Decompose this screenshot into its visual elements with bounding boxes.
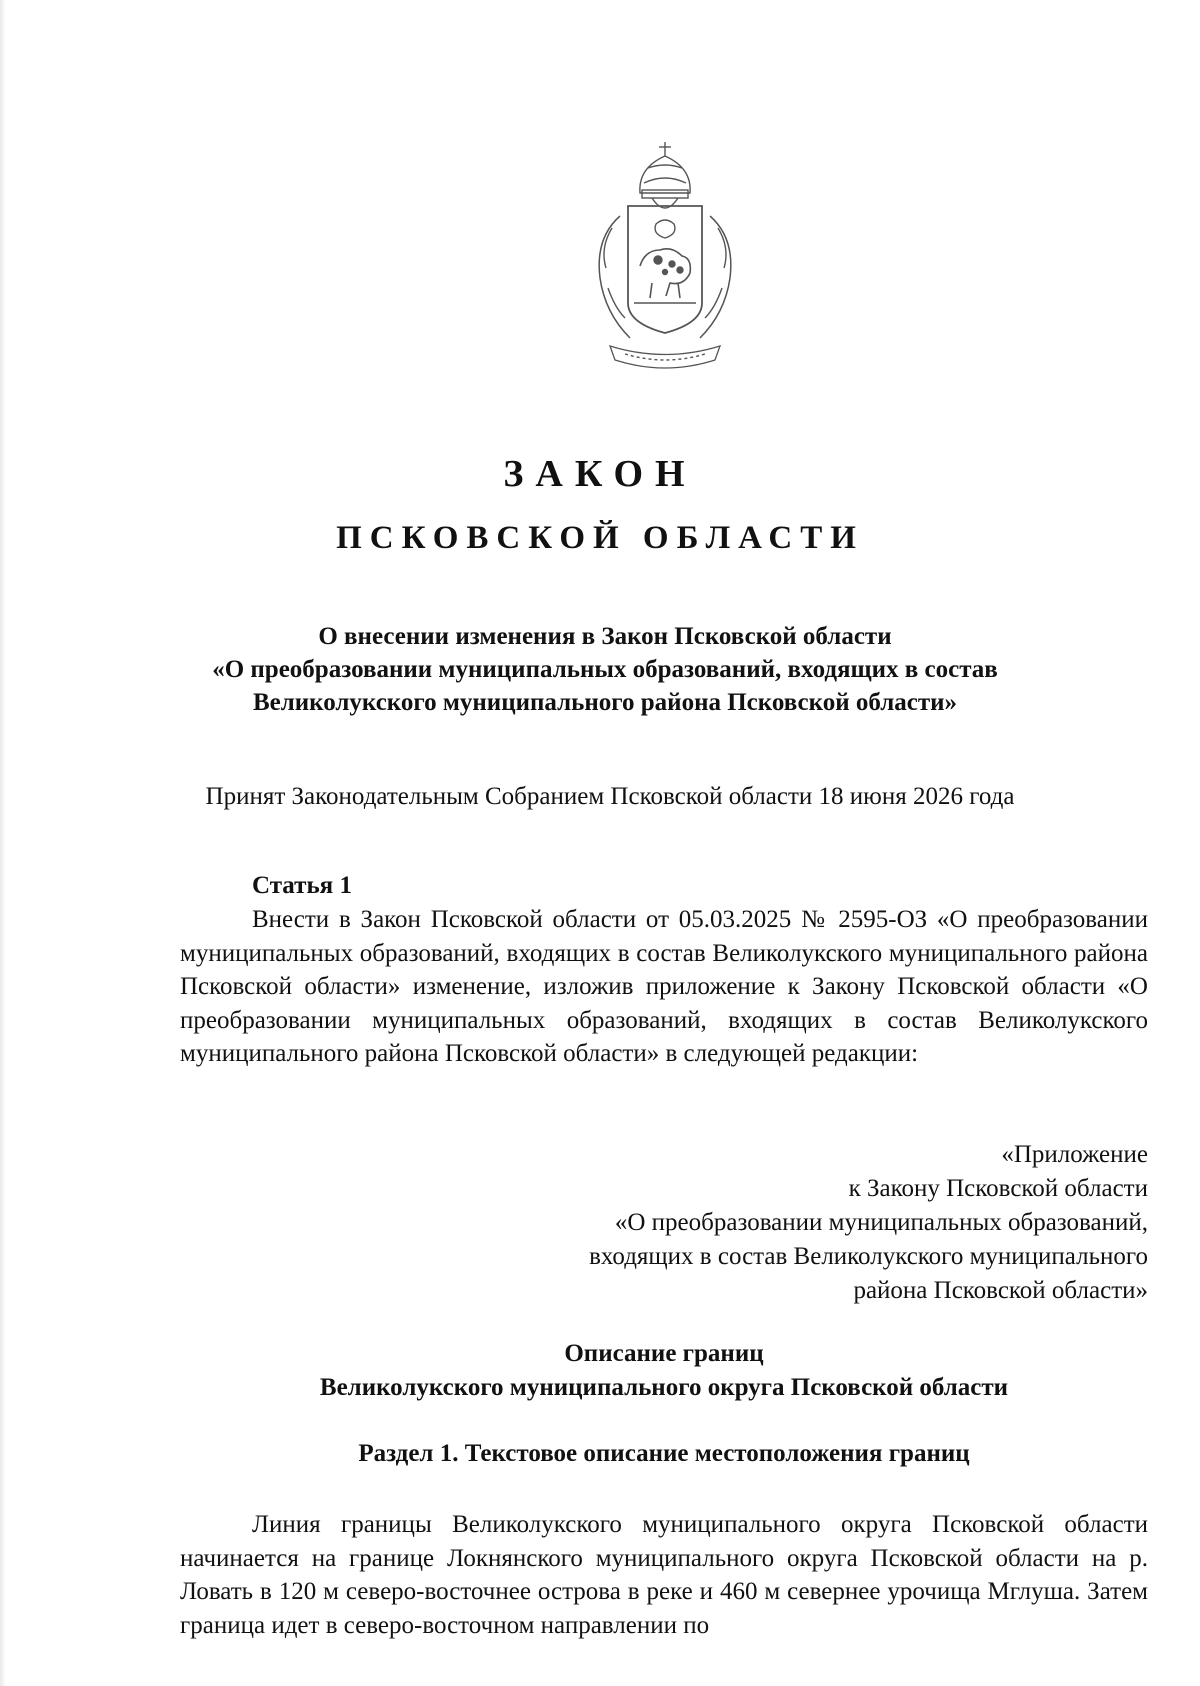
scan-edge [0,0,6,1686]
section-heading: Раздел 1. Текстовое описание местоположения границ [358,1440,970,1467]
coat-of-arms-emblem [570,138,760,388]
appendix-line-4: входящих в состав Великолукского муниципального [589,1243,1148,1270]
description-heading-line-2: Великолукского муниципального округа Псковской области [319,1374,1009,1401]
law-heading-line-2: «О преобразовании муниципальных образований, входящих в состав [212,656,998,683]
law-heading-line-1: О внесении изменения в Закон Псковской области [318,623,892,650]
appendix-line-3: «О преобразовании муниципальных образований, [614,1209,1148,1236]
article-title: Статья 1 [252,872,352,899]
document-subtitle: ПСКОВСКОЙ ОБЛАСТИ [336,520,864,556]
appendix-line-2: к Закону Псковской области [848,1175,1148,1202]
law-heading-line-3: Великолукского муниципального района Псковской области» [252,689,958,716]
appendix-line-5: района Псковской области» [853,1277,1148,1304]
section-body: Линия границы Великолукского муниципального округа Псковской области начинается на границе Локнянского муниципального округа Псковской области на р. Ловать в 120 м северо-восточнее острова в реке и 460 м севернее урочища Мглуша. Затем граница идет в северо-восточном направлении по [180,1511,1148,1639]
description-heading-line-1: Описание границ [564,1340,764,1367]
article-body: Внести в Закон Псковской области от 05.03.2025 № 2595-ОЗ «О преобразовании муниципальных образований, входящих в состав Великолукского муниципального района Псковской области» изменение, изложив приложение к Закону Псковской области «О преобразовании муниципальных образований, входящих в состав Великолукского муниципального района Псковской области» в следующей редакции: [180,906,1148,1067]
appendix-line-1: «Приложение [1001,1141,1148,1168]
adoption-line: Принят Законодательным Собранием Псковской области 18 июня 2026 года [205,783,1015,810]
description-heading [180,1337,1148,1405]
document-title: ЗАКОН [503,453,697,495]
law-heading [180,620,1030,719]
appendix-caption [480,1138,1148,1308]
